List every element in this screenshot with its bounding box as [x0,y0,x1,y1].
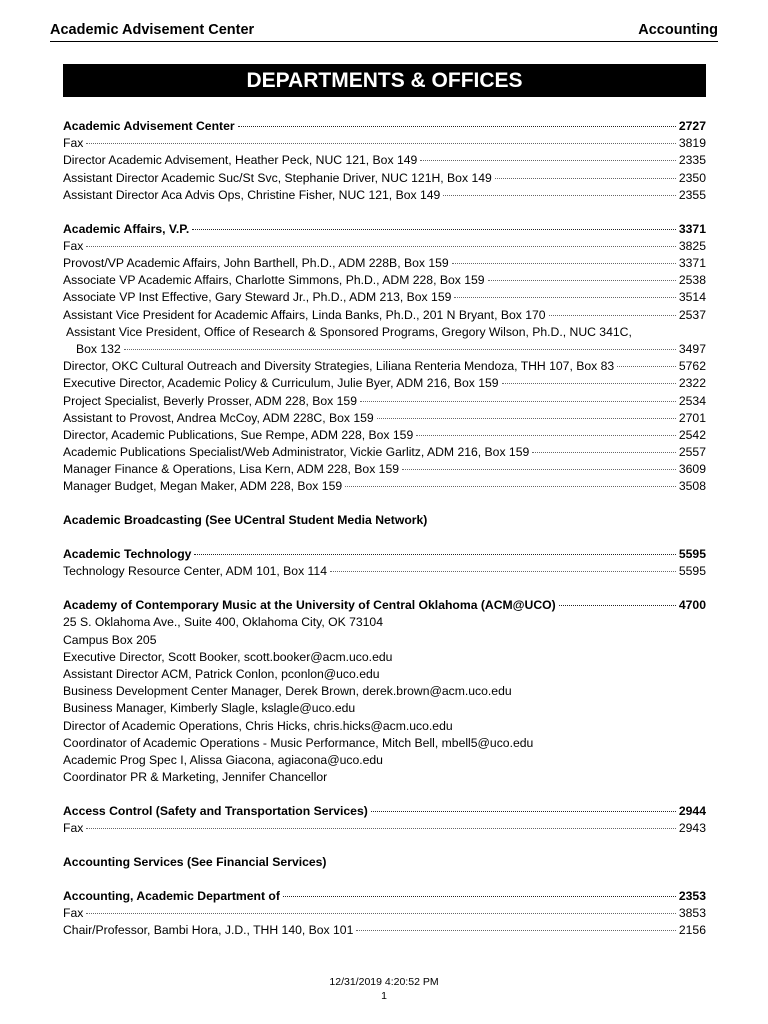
entry-label: Chair/Professor, Bambi Hora, J.D., THH 140, Box 101 [63,923,354,938]
acm-line: Campus Box 205 [63,632,157,647]
leader-dots [452,263,676,264]
phone-extension: 2542 [678,427,706,442]
entry-label: Assistant Vice President for Academic Affairs, Linda Banks, Ph.D., 201 N Bryant, Box 170 [63,307,546,322]
entry-label: Assistant Director Academic Suc/St Svc, Stephanie Driver, NUC 121H, Box 149 [63,170,492,185]
leader-dots [124,349,676,350]
leader-dots [454,297,676,298]
entry-label: Academic Publications Specialist/Web Administrator, Vickie Garlitz, ADM 216, Box 159 [63,445,530,460]
phone-extension: 3371 [678,221,706,236]
section-title: Accounting, Academic Department of [63,888,280,903]
directory-row [63,375,706,392]
section-title: Academic Affairs, V.P. [63,221,190,236]
phone-extension: 5762 [678,359,706,374]
section-title: Accounting Services (See Financial Services) [63,855,327,870]
entry-label: Manager Finance & Operations, Lisa Kern, ADM 228, Box 159 [63,462,400,477]
phone-extension: 2727 [678,119,706,133]
entry-label: Fax [63,238,84,253]
entry-label: Director, OKC Cultural Outreach and Diversity Strategies, Liliana Renteria Mendoza, THH 107, Box 83 [63,359,615,374]
leader-dots [238,126,676,127]
leader-dots [194,554,675,555]
leader-dots [617,366,676,367]
entry-label-wrapped-line1: Assistant Vice President, Office of Research & Sponsored Programs, Gregory Wilson, Ph.D., NUC 341C, [66,324,632,339]
leader-dots [356,930,676,931]
acm-line: Business Development Center Manager, Derek Brown, derek.brown@acm.uco.edu [63,684,512,699]
directory-row [63,255,706,272]
leader-dots [488,280,676,281]
section-title: Academic Technology [63,547,192,562]
leader-dots [443,195,676,196]
phone-extension: 2156 [678,923,706,938]
entry-label: Assistant to Provost, Andrea McCoy, ADM 228C, Box 159 [63,410,374,425]
entry-label: Project Specialist, Beverly Prosser, ADM 228, Box 159 [63,393,357,408]
section-gap [63,871,706,888]
section-title-row [63,118,706,135]
section-gap [63,204,706,221]
section-title-row [63,888,706,905]
phone-extension: 2537 [678,307,706,322]
phone-extension: 3609 [678,462,706,477]
entry-label: Assistant Director Aca Advis Ops, Christine Fisher, NUC 121, Box 149 [63,187,441,202]
entry-label: Associate VP Inst Effective, Gary Steward Jr., Ph.D., ADM 213, Box 159 [63,290,452,305]
leader-dots [502,383,676,384]
phone-extension: 2944 [678,804,706,818]
section-gap [63,581,706,598]
directory-row [63,461,706,478]
page-number: 1 [381,990,387,1002]
directory-row [63,289,706,306]
phone-extension: 3825 [678,238,706,253]
phone-extension: 3819 [678,136,706,151]
directory-row [63,563,706,580]
leader-dots [559,605,676,606]
directory-row [63,358,706,375]
leader-dots [330,571,676,572]
entry-label: Director Academic Advisement, Heather Peck, NUC 121, Box 149 [63,153,418,168]
entry-label: Director, Academic Publications, Sue Rempe, ADM 228, Box 159 [63,427,414,442]
entry-label-wrapped-line2: Box 132 [76,341,121,356]
entry-label: Technology Resource Center, ADM 101, Box 114 [63,564,327,579]
print-timestamp: 12/31/2019 4:20:52 PM [329,976,439,988]
entry-label: Provost/VP Academic Affairs, John Barthell, Ph.D., ADM 228B, Box 159 [63,256,449,270]
acm-line: Executive Director, Scott Booker, scott.booker@acm.uco.edu [63,649,393,664]
directory-row [63,444,706,461]
phone-extension: 2353 [678,888,706,903]
leader-dots [416,435,676,436]
directory-row [63,238,706,255]
leader-dots [371,811,676,812]
directory-row [63,393,706,410]
directory-row [63,905,706,922]
phone-extension: 2701 [678,410,706,425]
section-title-row [63,597,706,614]
section-title-row [63,546,706,563]
directory-row [63,341,706,358]
leader-dots [86,246,676,247]
acm-line: Coordinator PR & Marketing, Jennifer Chancellor [63,770,328,785]
entry-label: Manager Budget, Megan Maker, ADM 228, Box 159 [63,479,343,494]
directory-row [63,135,706,152]
directory-row [63,170,706,187]
header-right-title: Accounting [638,22,718,38]
section-title-row [63,803,706,820]
phone-extension: 5595 [678,564,706,579]
leader-dots [532,452,676,453]
directory-row [63,187,706,204]
section-banner: DEPARTMENTS & OFFICES [63,64,706,97]
leader-dots [420,160,676,161]
leader-dots [377,418,676,419]
section-gap [63,530,706,547]
section-title-row [63,221,706,238]
phone-extension: 4700 [678,598,706,613]
phone-extension: 2538 [678,273,706,288]
acm-line: Academic Prog Spec I, Alissa Giacona, agiacona@uco.edu [63,752,383,767]
phone-extension: 2350 [678,170,706,185]
phone-extension: 3514 [678,290,706,305]
directory-row [63,922,706,939]
directory-row [63,427,706,444]
phone-extension: 3508 [678,479,706,494]
directory-list [63,118,706,940]
acm-line: Assistant Director ACM, Patrick Conlon, pconlon@uco.edu [63,667,380,681]
section-title: Academy of Contemporary Music at the University of Central Oklahoma (ACM@UCO) [63,598,556,613]
directory-row [63,307,706,324]
header-left-title: Academic Advisement Center [50,22,255,38]
section-gap [63,837,706,854]
leader-dots [86,913,676,914]
phone-extension: 2355 [678,187,706,202]
entry-label: Executive Director, Academic Policy & Curriculum, Julie Byer, ADM 216, Box 159 [63,376,499,391]
phone-extension: 3497 [678,341,706,356]
phone-extension: 2322 [678,376,706,391]
leader-dots [495,178,676,179]
section-title: Access Control (Safety and Transportation Services) [63,804,368,818]
leader-dots [402,469,676,470]
leader-dots [86,143,676,144]
directory-row [63,478,706,495]
entry-label: Associate VP Academic Affairs, Charlotte Simmons, Ph.D., ADM 228, Box 159 [63,273,485,288]
page-footer [0,975,768,1003]
leader-dots [549,315,676,316]
section-title: Academic Broadcasting (See UCentral Student Media Network) [63,513,428,528]
phone-extension: 2943 [678,821,706,836]
entry-label: Fax [63,136,84,151]
leader-dots [345,486,676,487]
phone-extension: 3853 [678,906,706,921]
page-header [50,22,718,42]
leader-dots [283,896,676,897]
phone-extension: 3371 [678,256,706,270]
phone-extension: 5595 [678,547,706,562]
section-gap [63,786,706,803]
section-title: Academic Advisement Center [63,119,235,133]
entry-label: Fax [63,906,84,921]
phone-extension: 2557 [678,445,706,460]
entry-label: Fax [63,821,84,836]
acm-line: Director of Academic Operations, Chris Hicks, chris.hicks@acm.uco.edu [63,718,453,733]
acm-line: 25 S. Oklahoma Ave., Suite 400, Oklahoma City, OK 73104 [63,615,383,630]
acm-line: Business Manager, Kimberly Slagle, kslagle@uco.edu [63,701,356,716]
leader-dots [360,401,676,402]
directory-row [63,820,706,837]
phone-extension: 2534 [678,393,706,408]
directory-row [63,152,706,169]
leader-dots [86,828,676,829]
directory-row [63,410,706,427]
leader-dots [192,229,676,230]
phone-extension: 2335 [678,153,706,168]
directory-row [63,272,706,289]
section-gap [63,496,706,513]
acm-line: Coordinator of Academic Operations - Music Performance, Mitch Bell, mbell5@uco.edu [63,735,534,750]
